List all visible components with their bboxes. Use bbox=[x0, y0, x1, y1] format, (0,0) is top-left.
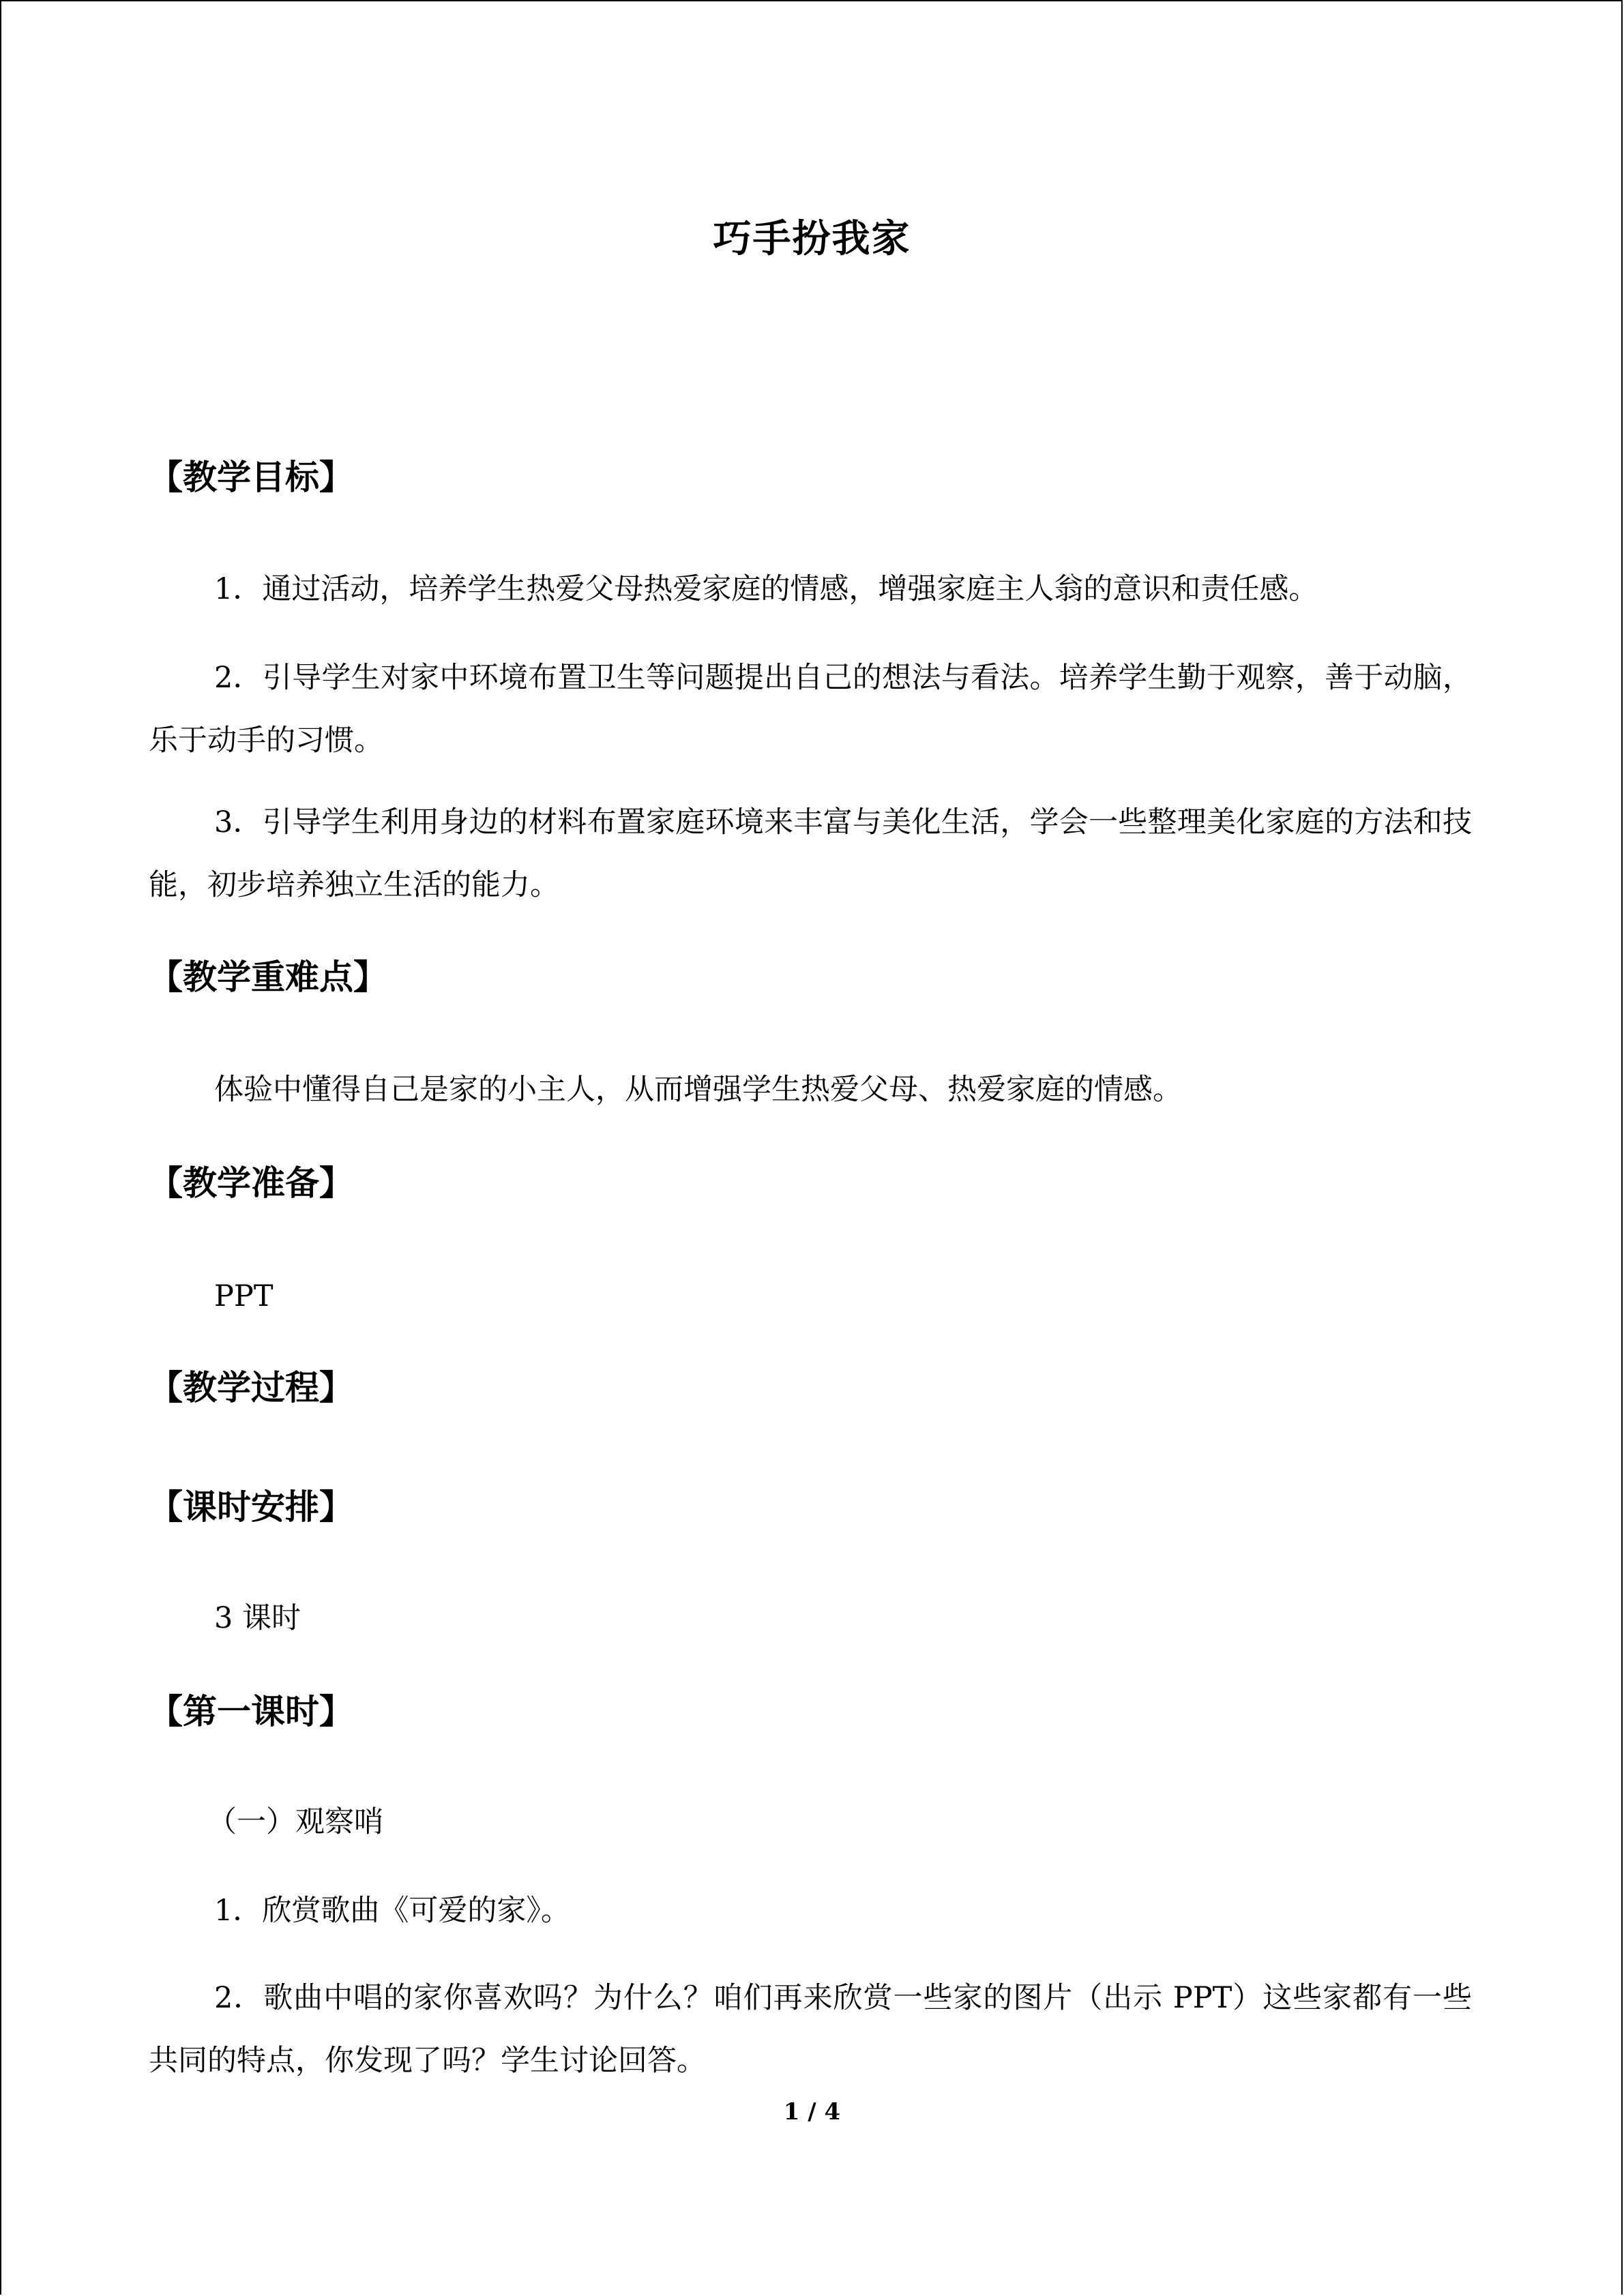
document-title: 巧手扮我家 bbox=[713, 216, 911, 261]
lesson1-item-2: 2．歌曲中唱的家你喜欢吗？为什么？咱们再来欣赏一些家的图片（出示 PPT）这些家都有一些共同的特点，你发现了吗？学生讨论回答。 bbox=[149, 1981, 1472, 2078]
heading-process: 【教学过程】 bbox=[149, 1367, 353, 1407]
page-number: 1 / 4 bbox=[783, 2098, 841, 2126]
heading-schedule: 【课时安排】 bbox=[149, 1487, 353, 1527]
lesson1-item-1: 1．欣赏歌曲《可爱的家》。 bbox=[214, 1894, 570, 1928]
schedule-text: 3 课时 bbox=[214, 1601, 301, 1635]
heading-preparation: 【教学准备】 bbox=[149, 1163, 353, 1203]
heading-lesson-1: 【第一课时】 bbox=[149, 1691, 353, 1731]
key-points-text: 体验中懂得自己是家的小主人，从而增强学生热爱父母、热爱家庭的情感。 bbox=[214, 1073, 1182, 1107]
lesson1-subheading: （一）观察哨 bbox=[207, 1805, 383, 1839]
heading-key-points: 【教学重难点】 bbox=[149, 957, 387, 997]
objective-item-3: 3．引导学生利用身边的材料布置家庭环境来丰富与美化生活，学会一些整理美化家庭的方法和技能，初步培养独立生活的能力。 bbox=[149, 805, 1472, 902]
heading-objectives: 【教学目标】 bbox=[149, 457, 353, 497]
objective-item-1: 1．通过活动，培养学生热爱父母热爱家庭的情感，增强家庭主人翁的意识和责任感。 bbox=[214, 572, 1318, 606]
objective-item-2: 2．引导学生对家中环境布置卫生等问题提出自己的想法与看法。培养学生勤于观察，善于动脑，乐于动手的习惯。 bbox=[149, 661, 1472, 758]
preparation-text: PPT bbox=[214, 1279, 274, 1313]
